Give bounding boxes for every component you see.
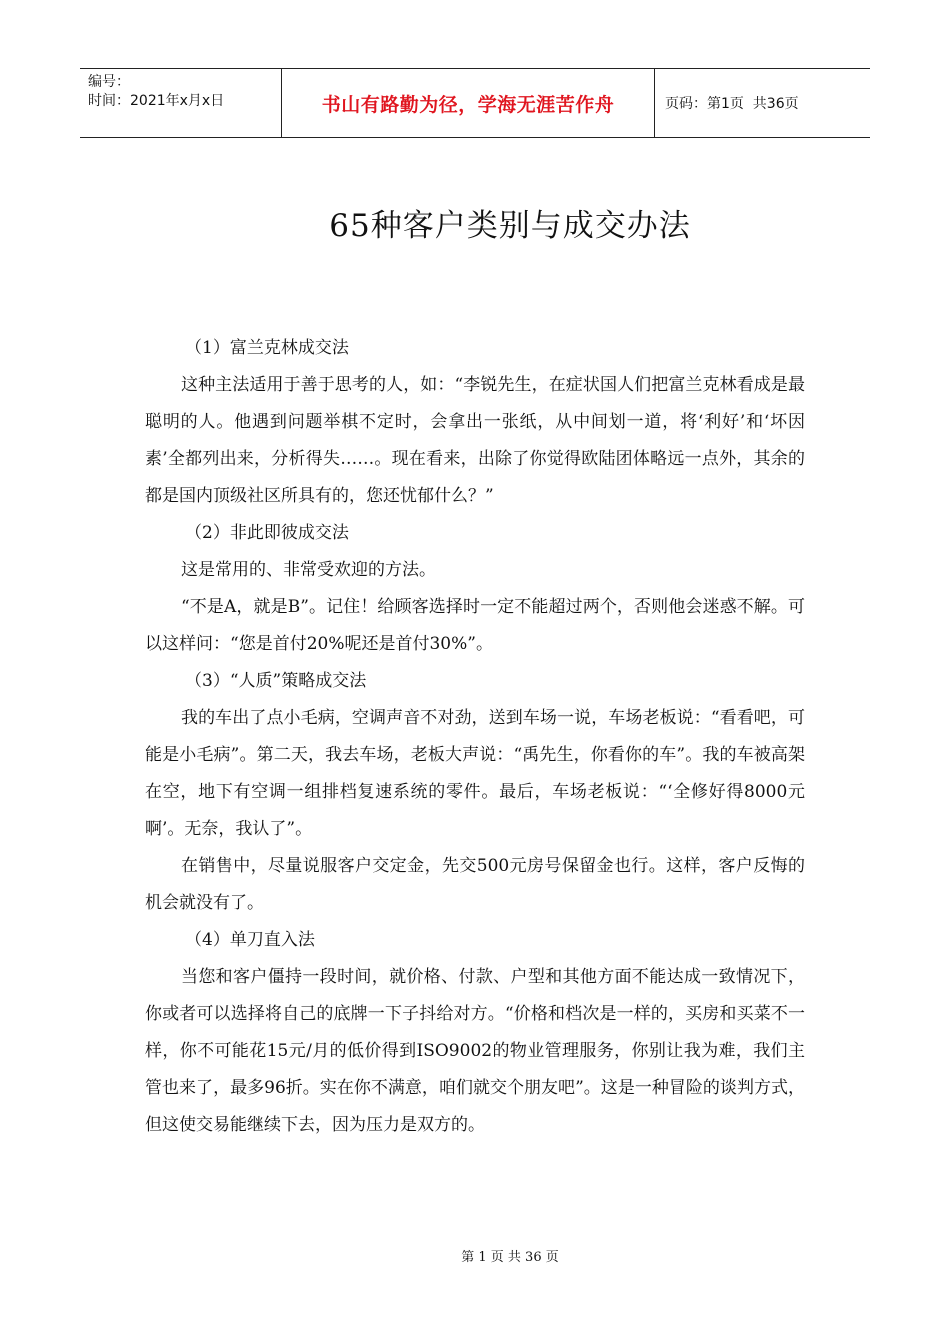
paragraph: 在销售中，尽量说服客户交定金，先交500元房号保留金也行。这样，客户反悔的机会就没有了。	[145, 856, 805, 913]
document-time-label: 时间：2021年x月x日	[88, 93, 225, 109]
header-motto: 书山有路勤为径，学海无涯苦作舟	[282, 69, 655, 137]
document-title: 65种客户类别与成交办法	[329, 208, 691, 244]
document-body	[145, 330, 805, 1144]
section-heading-4: （4）单刀直入法	[185, 930, 315, 950]
header-meta	[80, 69, 282, 137]
section-heading-3: （3）“人质”策略成交法	[185, 671, 367, 691]
document-number-label: 编号：	[88, 74, 130, 90]
paragraph: “不是A，就是B”。记住！给顾客选择时一定不能超过两个，否则他会迷惑不解。可以这样问：“您是首付20%呢还是首付30%”。	[145, 597, 805, 654]
header-page-label: 页码：第1页 共36页	[665, 96, 799, 112]
section-heading-1: （1）富兰克林成交法	[185, 338, 349, 358]
paragraph: 这是常用的、非常受欢迎的方法。	[181, 560, 436, 580]
paragraph: 这种主法适用于善于思考的人，如：“李锐先生，在症状国人们把富兰克林看成是最聪明的人。他遇到问题举棋不定时，会拿出一张纸，从中间划一道，将‘利好’和‘坏因素’全都列出来，分析得失……。现在看来，出除了你觉得欧陆团体略远一点外，其余的都是国内顶级社区所具有的，您还忧郁什么？”	[145, 375, 805, 506]
page-footer: 第 1 页 共 36 页	[461, 1250, 559, 1265]
section-heading-2: （2）非此即彼成交法	[185, 523, 349, 543]
header-page-info	[655, 69, 870, 137]
page-header	[80, 68, 870, 138]
paragraph: 我的车出了点小毛病，空调声音不对劲，送到车场一说，车场老板说：“看看吧，可能是小毛病”。第二天，我去车场，老板大声说：“禹先生，你看你的车”。我的车被高架在空，地下有空调一组排档复速系统的零件。最后，车场老板说：“‘全修好得8000元啊’。无奈，我认了”。	[145, 708, 805, 839]
paragraph: 当您和客户僵持一段时间，就价格、付款、户型和其他方面不能达成一致情况下，你或者可以选择将自己的底牌一下子抖给对方。“价格和档次是一样的，买房和买菜不一样，你不可能花15元/月的低价得到ISO9002的物业管理服务，你别让我为难，我们主管也来了，最多96折。实在你不满意，咱们就交个朋友吧”。这是一种冒险的谈判方式，但这使交易能继续下去，因为压力是双方的。	[145, 967, 805, 1135]
